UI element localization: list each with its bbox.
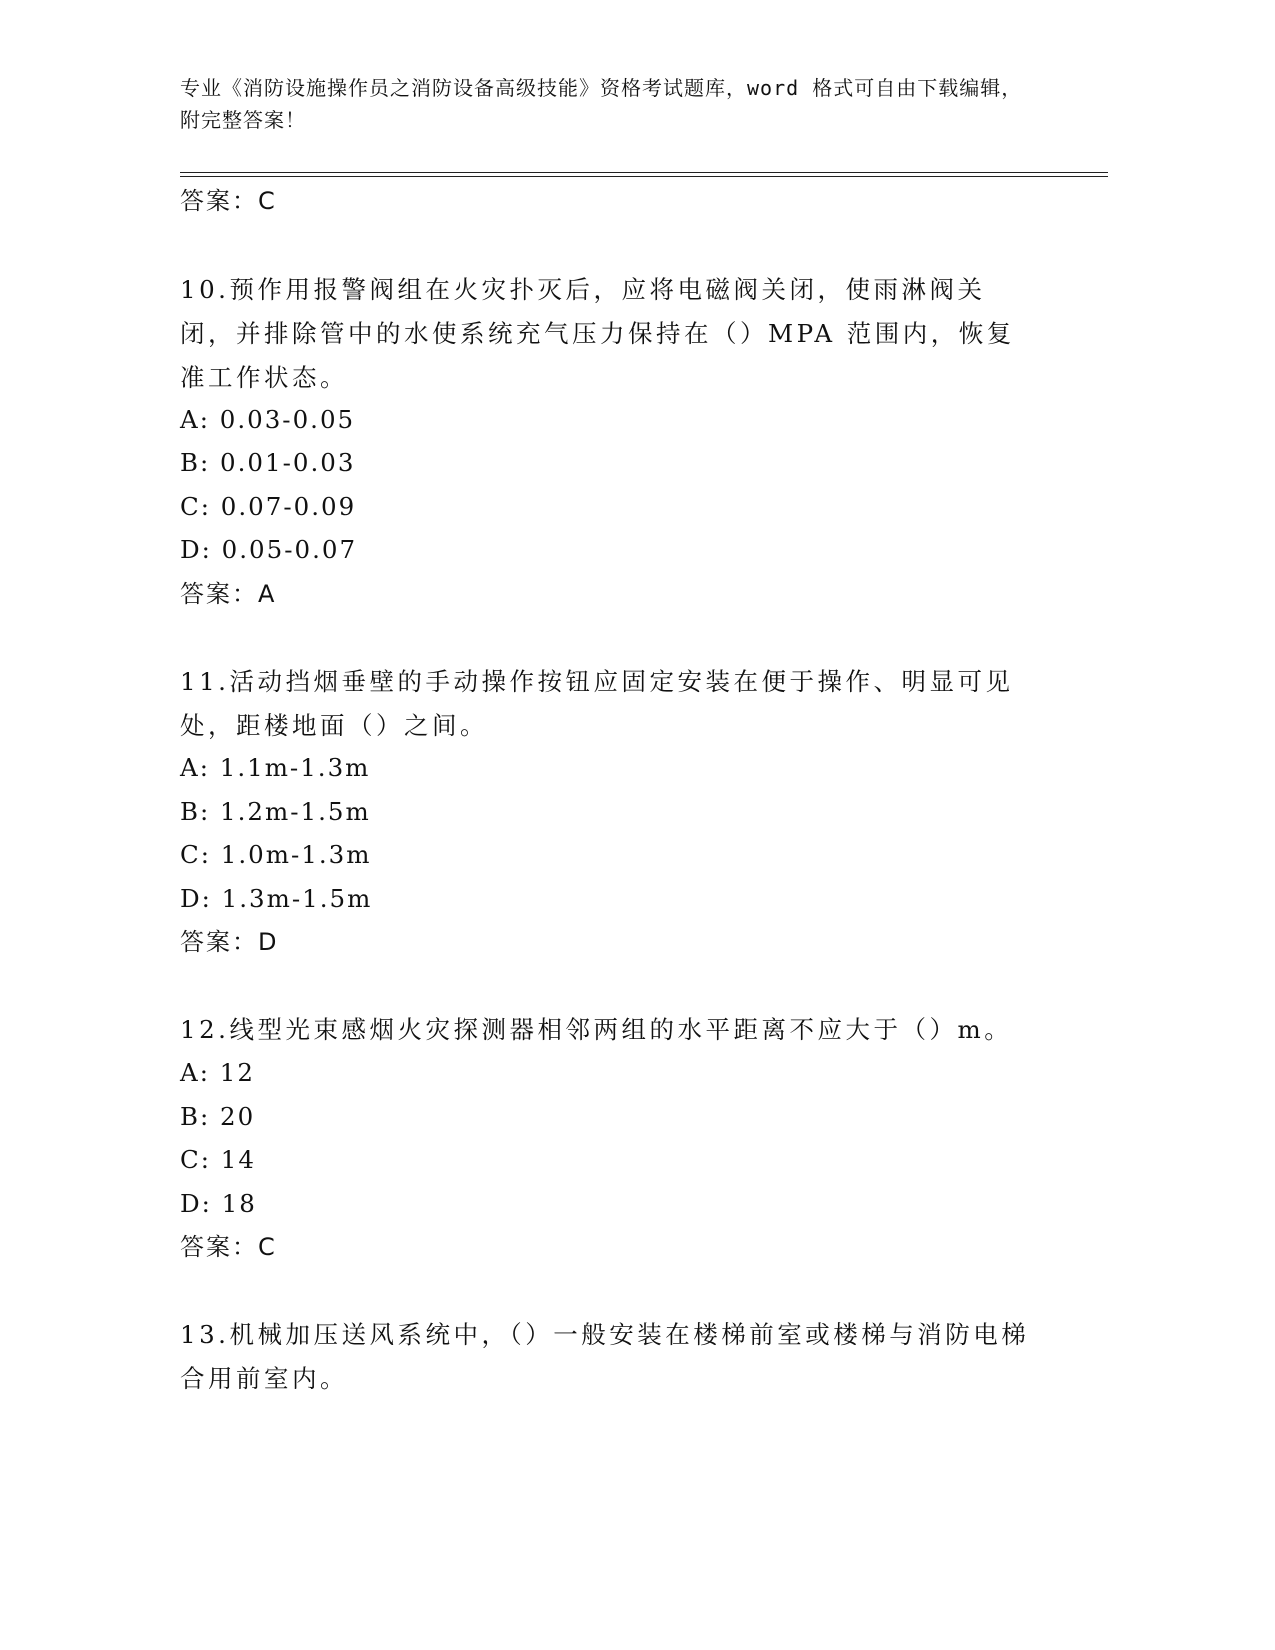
option-d: D: 1.3m-1.5m [180,884,373,913]
question-text: 13.机械加压送风系统中，（）一般安装在楼梯前室或楼梯与消防电梯合用前室内。 [180,1320,1030,1393]
option-c: C: 1.0m-1.3m [180,840,372,869]
answer-line: 答案：C [180,1233,277,1261]
option-b: B: 20 [180,1102,256,1131]
header-divider [180,172,1108,177]
option-a: A: 12 [180,1058,255,1087]
option-b: B: 0.01-0.03 [180,448,356,477]
option-a: A: 1.1m-1.3m [180,753,371,782]
option-d: D: 18 [180,1189,257,1218]
option-a: A: 0.03-0.05 [180,405,356,434]
answer-line: 答案：A [180,580,277,608]
answer-line: 答案：C [180,187,277,215]
option-c: C: 0.07-0.09 [180,492,357,521]
question-text: 12.线型光束感烟火灾探测器相邻两组的水平距离不应大于（）m。 [180,1015,1013,1044]
answer-line: 答案：D [180,928,279,956]
document-header: 专业《消防设施操作员之消防设备高级技能》资格考试题库，word 格式可自由下载编辑，附完整答案！ [180,76,1023,132]
option-b: B: 1.2m-1.5m [180,797,371,826]
option-d: D: 0.05-0.07 [180,535,358,564]
question-text: 11.活动挡烟垂壁的手动操作按钮应固定安装在便于操作、明显可见处，距楼地面（）之间。 [180,667,1014,740]
option-c: C: 14 [180,1145,256,1174]
question-text: 10.预作用报警阀组在火灾扑灭后，应将电磁阀关闭，使雨淋阀关闭，并排除管中的水使系统充气压力保持在（）MPA 范围内，恢复准工作状态。 [180,275,1015,392]
